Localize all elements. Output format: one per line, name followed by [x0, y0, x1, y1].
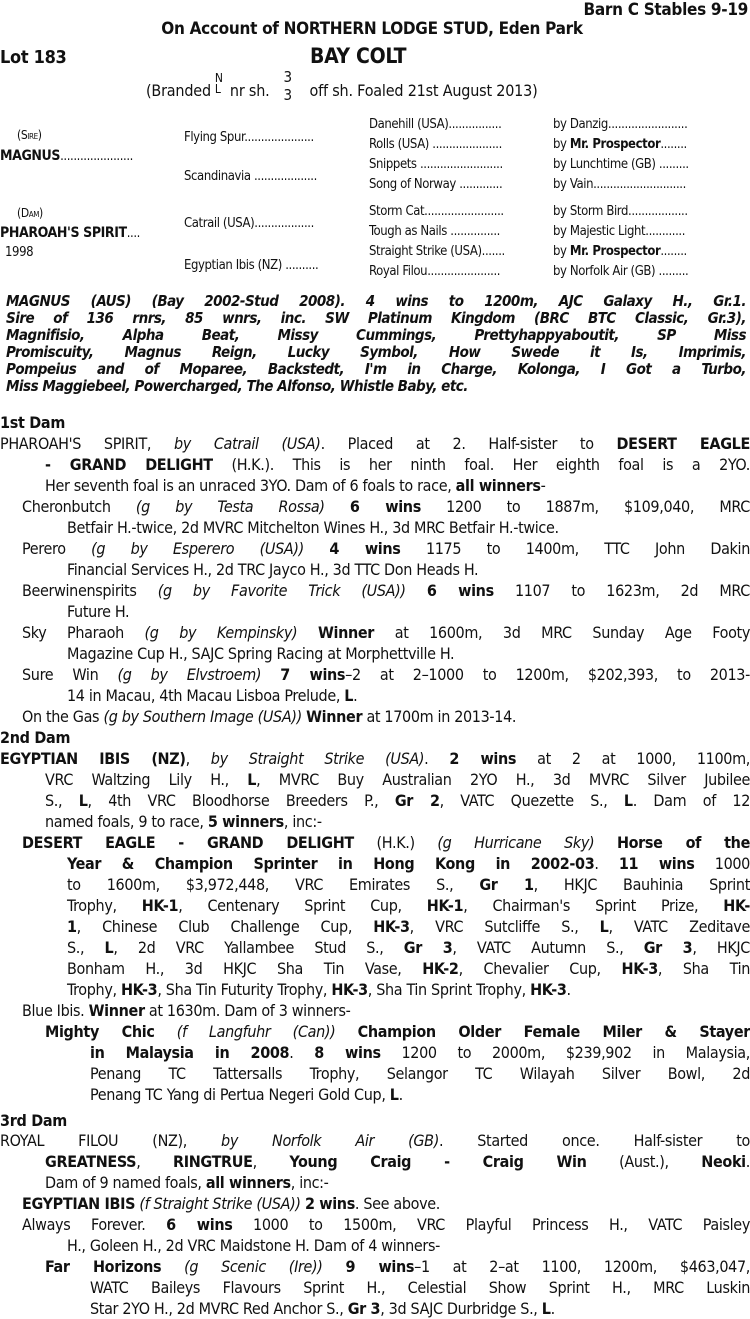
dam-year: 1998 — [5, 245, 34, 260]
sire-summary-line: Magnifisio, Alpha Beat, Missy Cummings, Prettyhappyaboutit, SP Miss — [6, 326, 746, 344]
text-line: DESERT EAGLE - GRAND DELIGHT (H.K.) (g Hurricane Sky) Horse of the — [22, 833, 750, 852]
blue-ibis-entry — [22, 1000, 750, 1021]
gen3-sire: by Storm Bird.................. — [553, 204, 688, 219]
brand-description — [146, 68, 538, 104]
text-line: EGYPTIAN IBIS (NZ), by Straight Strike (USA). 2 wins at 2 at 1000, 1100m, — [0, 749, 750, 768]
text-line: Trophy, HK-1, Centenary Sprint Cup, HK-1, Chairman's Sprint Prize, HK- — [67, 896, 750, 915]
progeny-entry: Sky Pharaoh (g by Kempinsky) Winner at 1600m, 3d MRC Sunday Age Footy — [22, 623, 750, 642]
progeny-entry: Sure Win (g by Elvstroem) 7 wins–2 at 2–1000 to 1200m, $202,393, to 2013- — [22, 665, 750, 684]
text-line: Star 2YO H., 2d MVRC Red Anchor S., Gr 3, 3d SAJC Durbridge S., L. — [90, 1299, 555, 1318]
sire-summary-line: Pompeius and of Moparee, Backstedt, I'm in Charge, Kolonga, I Got a Turbo, — [6, 360, 746, 378]
far-horizons-entry — [45, 1256, 750, 1319]
gen3-row: Tough as Nails ............... — [369, 224, 500, 239]
gen3-row: Danehill (USA)................ — [369, 117, 502, 132]
text-line: named foals, 9 to race, 5 winners, inc:- — [45, 812, 322, 831]
gen3-row: Snippets ......................... — [369, 157, 503, 172]
sire-label: (Sire) — [17, 128, 42, 142]
text-line: ROYAL FILOU (NZ), by Norfolk Air (GB). Started once. Half-sister to — [0, 1131, 750, 1150]
sire-summary-line: Sire of 136 rnrs, 85 wnrs, inc. SW Platinum Kingdom (BRC BTC Classic, Gr.3), — [6, 309, 746, 327]
brand-foaled-text: off sh. Foaled 21st August 2013) — [309, 81, 538, 100]
text-line: Trophy, HK-3, Sha Tin Futurity Trophy, HK-3, Sha Tin Sprint Trophy, HK-3. — [67, 980, 571, 999]
gen3-sire: by Majestic Light............ — [553, 224, 686, 239]
brand-fraction: 3 3 — [283, 68, 292, 104]
progeny-entry-cont: 14 in Macau, 4th Macau Lisboa Prelude, L. — [67, 686, 358, 705]
sire-summary-line: Miss Maggiebeel, Powercharged, The Alfonso, Whistle Baby, etc. — [6, 377, 468, 395]
first-dam-intro-cont: - GRAND DELIGHT (H.K.). This is her ninth foal. Her eighth foal is a 2YO. Her seventh foal is an unraced 3YO. Dam of 6 foals to race, all winners- — [45, 455, 750, 495]
progeny-entry: Perero (g by Esperero (USA)) 4 wins 1175 to 1400m, TTC John Dakin — [22, 539, 750, 558]
gen3-row: Rolls (USA) ..................... — [369, 137, 502, 152]
brand-near-side: nr sh. — [229, 81, 270, 100]
sire-summary-line: MAGNUS (AUS) (Bay 2002-Stud 2008). 4 wins to 1200m, AJC Galaxy H., Gr.1. — [6, 292, 746, 310]
text-line: S., L, 2d VRC Yallambee Stud S., Gr 3, VATC Autumn S., Gr 3, HKJC — [67, 938, 750, 957]
sire-summary-line: Promiscuity, Magnus Reign, Lucky Symbol, How Swede it Is, Imprimis, — [6, 343, 746, 361]
text-line: S., L, 4th VRC Bloodhorse Breeders P., Gr 2, VATC Quezette S., L. Dam of 12 — [45, 791, 750, 810]
text-line: Year & Champion Sprinter in Hong Kong in 2002-03. 11 wins 1000 — [67, 854, 750, 873]
gen3-row: Song of Norway ............. — [369, 177, 503, 192]
gen3-sire: by Vain............................ — [553, 177, 686, 192]
sire-name: MAGNUS...................... — [0, 148, 133, 164]
gen3-sire: by Norfolk Air (GB) ......... — [553, 264, 689, 279]
grandsire-paternal: Flying Spur..................... — [184, 130, 314, 145]
granddam-maternal: Egyptian Ibis (NZ) .......... — [184, 258, 319, 273]
gen3-row: Straight Strike (USA)....... — [369, 244, 505, 259]
text-line: to 1600m, $3,972,448, VRC Emirates S., Gr 1, HKJC Bauhinia Sprint — [67, 875, 750, 894]
text-line: EGYPTIAN IBIS (f Straight Strike (USA)) 2 wins. See above. — [22, 1194, 441, 1213]
text-line: Always Forever. 6 wins 1000 to 1500m, VRC Playful Princess H., VATC Paisley — [22, 1215, 750, 1234]
barn-location: Barn C Stables 9-19 — [583, 0, 748, 20]
granddam-paternal: Scandinavia ................... — [184, 169, 317, 184]
vendor-account: On Account of NORTHERN LODGE STUD, Eden Park — [161, 19, 583, 39]
grandsire-maternal: Catrail (USA).................. — [184, 216, 314, 231]
text-line: H., Goleen H., 2d VRC Maidstone H. Dam of 4 winners- — [67, 1236, 440, 1255]
third-dam-intro — [0, 1130, 750, 1193]
brand-open-text: (Branded — [146, 81, 211, 100]
progeny-entry: Cheronbutch (g by Testa Rossa) 6 wins 1200 to 1887m, $109,040, MRC — [22, 497, 750, 516]
first-dam-intro: PHAROAH'S SPIRIT, by Catrail (USA). Placed at 2. Half-sister to DESERT EAGLE — [0, 434, 750, 453]
text-line: Bonham H., 3d HKJC Sha Tin Vase, HK-2, Chevalier Cup, HK-3, Sha Tin — [67, 959, 750, 978]
text-line: WATC Baileys Flavours Sprint H., Celestial Show Sprint H., MRC Luskin — [90, 1278, 750, 1297]
gen3-sire: by Mr. Prospector........ — [553, 244, 687, 259]
desert-eagle-entry — [22, 832, 750, 1000]
text-line: Mighty Chic (f Langfuhr (Can)) Champion Older Female Miler & Stayer — [45, 1022, 750, 1041]
lot-number: Lot 183 — [0, 47, 67, 68]
text-line: Blue Ibis. Winner at 1630m. Dam of 3 winners- — [22, 1001, 351, 1020]
text-line: 1, Chinese Club Challenge Cup, HK-3, VRC Sutcliffe S., L, VATC Zeditave — [67, 917, 750, 936]
text-line: Penang TC Tattersalls Trophy, Selangor TC Wilayah Silver Bowl, 2d — [90, 1064, 750, 1083]
progeny-entry-cont: Future H. — [67, 602, 130, 621]
horse-title: BAY COLT — [310, 44, 407, 68]
third-dam-heading: 3rd Dam — [0, 1111, 67, 1130]
text-line: Penang TC Yang di Pertua Negeri Gold Cup, L. — [90, 1085, 403, 1104]
gen3-row: Storm Cat........................ — [369, 204, 504, 219]
gen3-sire: by Mr. Prospector........ — [553, 137, 687, 152]
dam-label: (Dam) — [17, 206, 43, 220]
progeny-entry: Beerwinenspirits (g by Favorite Trick (USA)) 6 wins 1107 to 1623m, 2d MRC — [22, 581, 750, 600]
second-dam-heading: 2nd Dam — [0, 728, 71, 747]
progeny-entry-cont: Financial Services H., 2d TRC Jayco H., 3d TTC Don Heads H. — [67, 560, 479, 579]
text-line: in Malaysia in 2008. 8 wins 1200 to 2000m, $239,902 in Malaysia, — [90, 1043, 750, 1062]
text-line: Dam of 9 named foals, all winners, inc:- — [45, 1173, 329, 1192]
sire-summary — [6, 293, 746, 395]
first-dam-heading: 1st Dam — [0, 413, 66, 432]
brand-mark-icon: N L — [214, 71, 223, 96]
second-dam-intro — [0, 748, 750, 832]
text-line: Far Horizons (g Scenic (Ire)) 9 wins–1 at 2–at 1100, 1200m, $463,047, — [45, 1257, 750, 1276]
text-line: GREATNESS, RINGTRUE, Young Craig - Craig Win (Aust.), Neoki. — [45, 1152, 750, 1171]
gen3-sire: by Danzig........................ — [553, 117, 688, 132]
egyptian-ibis-entry — [22, 1193, 750, 1214]
mighty-chic-entry — [45, 1021, 750, 1105]
progeny-entry: On the Gas (g by Southern Image (USA)) Winner at 1700m in 2013-14. — [22, 707, 517, 726]
progeny-entry-cont: Magazine Cup H., SAJC Spring Racing at Morphettville H. — [67, 644, 455, 663]
always-forever-entry — [22, 1214, 750, 1256]
progeny-entry-cont: Betfair H.-twice, 2d MVRC Mitchelton Wines H., 3d MRC Betfair H.-twice. — [67, 518, 559, 537]
text-line: VRC Waltzing Lily H., L, MVRC Buy Australian 2YO H., 3d MVRC Silver Jubilee — [45, 770, 750, 789]
gen3-row: Royal Filou...................... — [369, 264, 501, 279]
gen3-sire: by Lunchtime (GB) ......... — [553, 157, 689, 172]
dam-name: PHAROAH'S SPIRIT.... — [0, 225, 140, 241]
